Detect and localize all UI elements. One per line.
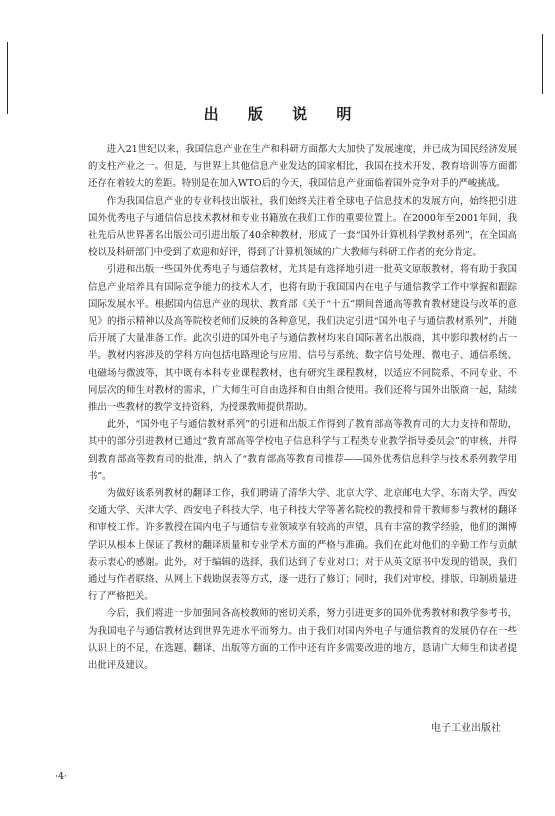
body-text [88,141,517,674]
page-title: 出 版 说 明 [203,105,364,123]
page-number: ·4· [55,771,67,782]
paragraph: 为做好该系列教材的翻译工作，我们聘请了清华大学、北京大学、北京邮电大学、东南大学、西安交通大学、天津大学、西安电子科技大学、电子科技大学等著名院校的教授和骨干教师参与教材的翻译和审校工作。许多教授在国内电子与通信专业领域享有较高的声望，具有丰富的教学经验，他们的渊博学识从根本上保证了教材的翻译质量和专业学术方面的严格与准确。我们在此对他们的辛勤工作与贡献表示衷心的感谢。此外，对于编辑的选择，我们达到了专业对口；对于从英文原书中发现的错误，我们通过与作者联络、从网上下载勘误表等方式，逐一进行了修订；同时，我们对审校、排版、印制质量进行了严格把关。 [88,488,517,603]
paragraph: 作为我国信息产业的专业科技出版社，我们始终关注着全球电子信息技术的发展方向，始终把引进国外优秀电子与通信信息技术教材和专业书籍放在我们工作的重要位置上。在2000年至2001年间，我社先后从世界著名出版公司引进出版了40余种教材，形成了一套“国外计算机科学教材系列”，在全国高校以及科研部门中受到了欢迎和好评，得到了计算机领域的广大教师与科研工作者的充分肯定。 [88,195,517,259]
paragraph: 引进和出版一些国外优秀电子与通信教材，尤其是有选择地引进一批英文原版教材，将有助于我国信息产业培养具有国际竞争能力的技术人才，也将有助于我国国内在电子与通信教学工作中掌握和跟踪国际发展水平。根据国内信息产业的现状、教育部《关于“十五”期间普通高等教育教材建设与改革的意见》的指示精神以及高等院校老师们反映的各种意见，我们决定引进“国外电子与通信教材系列”，并随后开展了大量准备工作。此次引进的国外电子与通信教材均来自国际著名出版商，其中影印教材约占一半。教材内容涉及的学科方向包括电路理论与应用、信号与系统、数字信号处理、微电子、通信系统、电磁场与微波等，其中既有本科专业课程教材，也有研究生课程教材，以适应不同院系、不同专业、不同层次的师生对教材的需求，广大师生可自由选择和自由组合使用。我们还将与国外出版商一起，陆续推出一些教材的教学支持资料，为授课教师提供帮助。 [88,264,517,414]
scan-edge-line-right [542,34,543,94]
publisher-signature: 电子工业出版社 [431,723,501,734]
paragraph: 此外，“国外电子与通信教材系列”的引进和出版工作得到了教育部高等教育司的大力支持和帮助，其中的部分引进教材已通过“教育部高等学校电子信息科学与工程类专业教学指导委员会”的审核，并得到教育部高等教育司的批准，纳入了“教育部高等教育司推荐——国外优秀信息科学与技术系列教学用书”。 [88,419,517,482]
paragraph: 进入21世纪以来，我国信息产业在生产和科研方面都大大加快了发展速度，并已成为国民经济发展的支柱产业之一。但是，与世界上其他信息产业发达的国家相比，我国在技术开发、教育培训等方面都还存在着较大的差距。特别是在加入WTO后的今天，我国信息产业面临着国外竞争对手的严峻挑战。 [88,144,517,190]
paragraph: 今后，我们将进一步加强同各高校教师的密切关系，努力引进更多的国外优秀教材和教学参考书，为我国电子与通信教材达到世界先进水平而努力。由于我们对国内外电子与通信教育的发展仍存在一些认识上的不足，在选题、翻译、出版等方面的工作中还有许多需要改进的地方，恳请广大师生和读者提出批评及建议。 [88,608,517,672]
